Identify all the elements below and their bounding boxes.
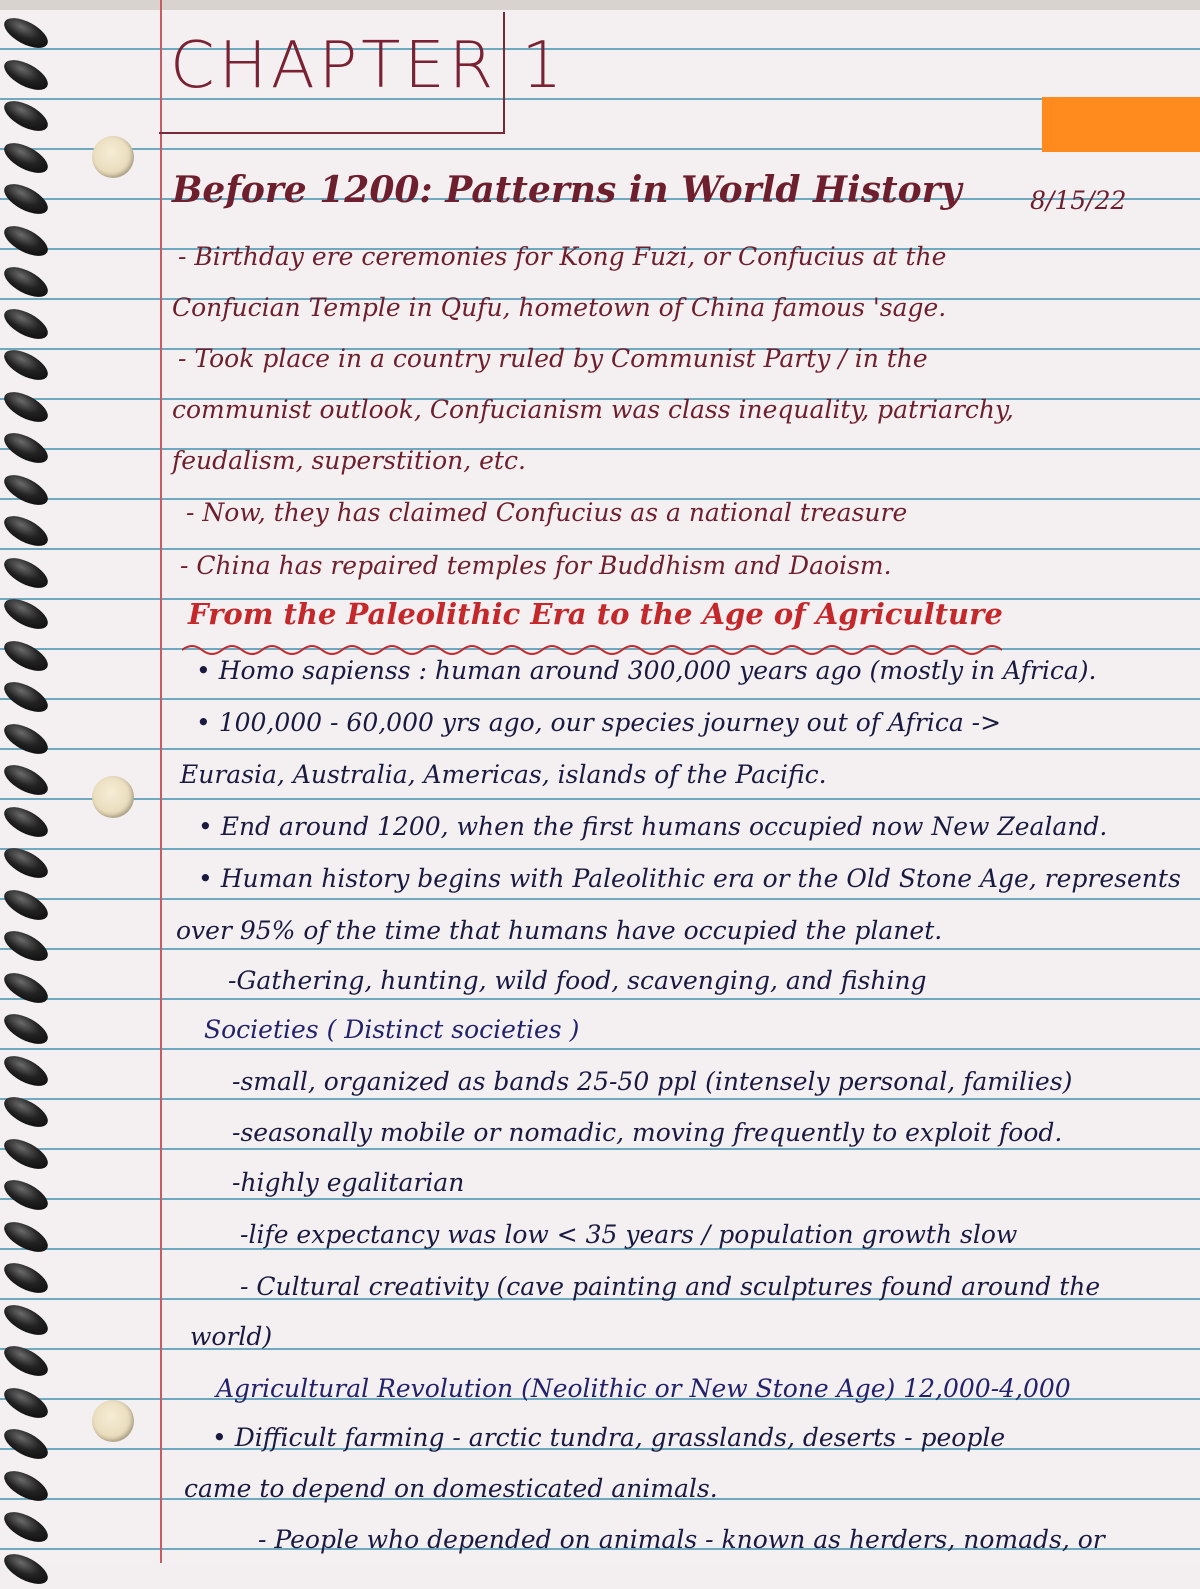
spiral-coil (0, 552, 52, 594)
note-line: • Difficult farming - arctic tundra, grasslands, deserts - people (212, 1423, 1006, 1452)
intro-line: communist outlook, Confucianism was class inequality, patriarchy, (172, 395, 1014, 424)
spiral-coil (0, 1340, 52, 1382)
spiral-coil (0, 1465, 52, 1507)
spiral-coil (0, 220, 52, 262)
subsection-title: From the Paleolithic Era to the Age of Agriculture (188, 597, 1003, 631)
note-line: world) (190, 1322, 273, 1351)
spiral-coil (0, 95, 52, 137)
note-line: over 95% of the time that humans have occupied the planet. (176, 916, 943, 945)
section-title: Before 1200: Patterns in World History (172, 169, 962, 211)
note-line: Eurasia, Australia, Americas, islands of the Pacific. (180, 760, 827, 789)
intro-line: - Now, they has claimed Confucius as a national treasure (186, 498, 908, 527)
spiral-coil (0, 676, 52, 718)
note-line: • End around 1200, when the first humans occupied now New Zealand. (198, 812, 1108, 841)
spiral-coil (0, 925, 52, 967)
spiral-coil (0, 1091, 52, 1133)
punch-hole-middle (92, 776, 134, 818)
spiral-binding (0, 0, 60, 1563)
spiral-coil (0, 469, 52, 511)
spiral-coil (0, 593, 52, 635)
spiral-coil (0, 1174, 52, 1216)
note-line: Societies ( Distinct societies ) (204, 1015, 580, 1044)
spiral-coil (0, 386, 52, 428)
note-line: • Human history begins with Paleolithic era or the Old Stone Age, represents (198, 864, 1181, 893)
spiral-coil (0, 344, 52, 386)
spiral-coil (0, 1423, 52, 1465)
spiral-coil (0, 759, 52, 801)
spiral-coil (0, 137, 52, 179)
spiral-coil (0, 261, 52, 303)
spiral-coil (0, 1299, 52, 1341)
note-date: 8/15/22 (1030, 186, 1127, 215)
note-line: -life expectancy was low < 35 years / population growth slow (240, 1220, 1018, 1249)
spiral-coil (0, 1382, 52, 1424)
spiral-coil (0, 967, 52, 1009)
punch-hole-bottom (92, 1400, 134, 1442)
punch-hole-top (92, 136, 134, 178)
page-top-edge (0, 0, 1200, 10)
spiral-coil (0, 1216, 52, 1258)
intro-line: - Took place in a country ruled by Communist Party / in the (178, 344, 928, 373)
spiral-coil (0, 510, 52, 552)
note-line: Agricultural Revolution (Neolithic or New Stone Age) 12,000-4,000 (216, 1374, 1071, 1403)
spiral-coil (0, 1506, 52, 1548)
spiral-coil (0, 1050, 52, 1092)
spiral-coil (0, 635, 52, 677)
intro-line: - Birthday ere ceremonies for Kong Fuzi, or Confucius at the (178, 242, 947, 271)
spiral-coil (0, 178, 52, 220)
spiral-coil (0, 54, 52, 96)
spiral-coil (0, 1257, 52, 1299)
spiral-coil (0, 801, 52, 843)
note-line: -highly egalitarian (232, 1168, 465, 1197)
spiral-coil (0, 1548, 52, 1589)
note-line: came to depend on domesticated animals. (184, 1474, 718, 1503)
intro-line: - China has repaired temples for Buddhism and Daoism. (180, 551, 892, 580)
spiral-coil (0, 12, 52, 54)
sticky-note-tab (1042, 97, 1200, 152)
note-line: -seasonally mobile or nomadic, moving frequently to exploit food. (232, 1118, 1063, 1147)
note-line: -Gathering, hunting, wild food, scavenging, and fishing (228, 966, 927, 995)
note-line: - People who depended on animals - known as herders, nomads, or (258, 1525, 1105, 1554)
chapter-title: CHAPTER 1 (170, 29, 567, 103)
spiral-coil (0, 718, 52, 760)
spiral-coil (0, 303, 52, 345)
note-line: • 100,000 - 60,000 yrs ago, our species journey out of Africa -> (196, 708, 1002, 737)
spiral-coil (0, 1008, 52, 1050)
intro-line: feudalism, superstition, etc. (172, 446, 526, 475)
note-line: -small, organized as bands 25-50 ppl (intensely personal, families) (232, 1067, 1073, 1096)
spiral-coil (0, 1133, 52, 1175)
spiral-coil (0, 884, 52, 926)
note-line: • Homo sapienss : human around 300,000 years ago (mostly in Africa). (196, 656, 1097, 685)
note-line: - Cultural creativity (cave painting and sculptures found around the (240, 1272, 1101, 1301)
spiral-coil (0, 427, 52, 469)
intro-line: Confucian Temple in Qufu, hometown of China famous 'sage. (172, 293, 947, 322)
margin-line (160, 0, 162, 1563)
spiral-coil (0, 842, 52, 884)
